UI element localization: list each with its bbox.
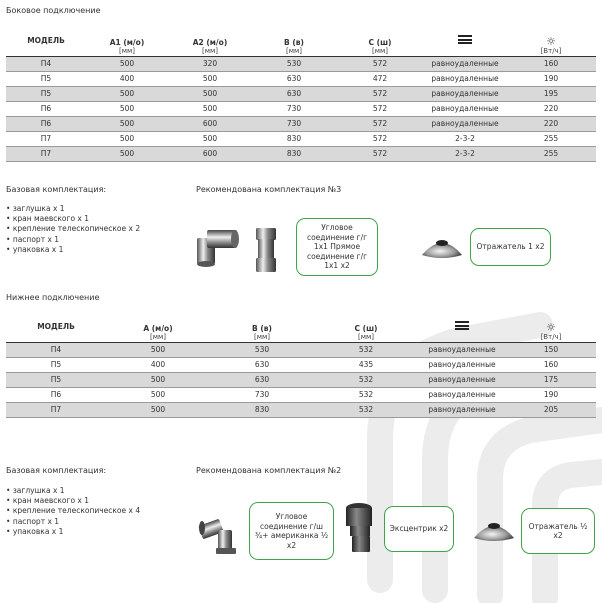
bottom-kit-title: Базовая комплектация: [6, 466, 107, 475]
reflector-image [420, 235, 464, 259]
bottom-callout-eccentric: Эксцентрик х2 [384, 506, 454, 552]
table-cell: 830 [252, 131, 336, 146]
table-cell: 600 [168, 146, 252, 161]
table-cell: 255 [506, 131, 596, 146]
table-cell: равноудаленные [424, 71, 506, 86]
list-item: • упаковка х 1 [6, 245, 140, 255]
bottom-callout-reflector: Отражатель ½ х2 [521, 508, 595, 554]
table-cell: 730 [210, 387, 314, 402]
table-cell: П5 [6, 372, 106, 387]
table-cell: 530 [210, 342, 314, 357]
table-cell: 572 [336, 86, 424, 101]
bottom-kit-list [6, 486, 140, 537]
table-cell: П5 [6, 357, 106, 372]
header-a: A (м/о) [мм] [106, 312, 210, 342]
menu-lines-icon [458, 34, 472, 46]
table-cell: 572 [336, 101, 424, 116]
list-item: • крепление телескопическое х 4 [6, 506, 140, 516]
table-cell: 830 [210, 402, 314, 417]
table-cell: 160 [506, 56, 596, 71]
side-callout-connection: Угловое соединение г/г 1х1 Прямое соединение г/г 1х1 х2 [296, 218, 378, 276]
table-cell: 220 [506, 101, 596, 116]
table-row [6, 146, 596, 161]
table-cell: 205 [506, 402, 596, 417]
table-cell: П5 [6, 71, 86, 86]
list-item: • паспорт х 1 [6, 235, 140, 245]
table-cell: 532 [314, 342, 418, 357]
table-cell: 160 [506, 357, 596, 372]
table-cell: 730 [252, 101, 336, 116]
bottom-spec-table [6, 312, 596, 418]
table-cell: равноудаленные [418, 342, 506, 357]
table-cell: 600 [168, 116, 252, 131]
table-cell: равноудаленные [424, 101, 506, 116]
side-kit-title: Базовая комплектация: [6, 185, 107, 194]
bottom-callout-connection: Угловое соединение г/ш ¾+ американка ½ х2 [249, 502, 334, 560]
side-kit-list [6, 204, 140, 255]
side-rec-title: Рекомендована комплектация №3 [196, 185, 342, 194]
table-cell: П4 [6, 342, 106, 357]
list-item: • крепление телескопическое х 2 [6, 224, 140, 234]
header-a2: A2 (м/о) [мм] [168, 26, 252, 56]
table-cell: 500 [86, 101, 168, 116]
table-cell: 532 [314, 402, 418, 417]
table-cell: 500 [168, 71, 252, 86]
table-cell: П7 [6, 402, 106, 417]
table-cell: 500 [86, 56, 168, 71]
bottom-rec-title: Рекомендована комплектация №2 [196, 466, 342, 475]
table-cell: 500 [106, 342, 210, 357]
sun-icon: ☼ [546, 34, 556, 48]
table-cell: П4 [6, 56, 86, 71]
list-item: • паспорт х 1 [6, 517, 140, 527]
list-item: • кран маевского х 1 [6, 214, 140, 224]
table-cell: 500 [86, 146, 168, 161]
header-scheme [418, 312, 506, 342]
sun-icon: ☼ [546, 320, 556, 334]
table-cell: 630 [252, 86, 336, 101]
table-cell: 530 [252, 56, 336, 71]
table-cell: П5 [6, 86, 86, 101]
header-power: ☼ [Вт/ч] [506, 26, 596, 56]
table-row [6, 372, 596, 387]
angle-fitting-image [193, 224, 241, 268]
reflector-half-image [472, 518, 516, 542]
table-cell: 500 [106, 372, 210, 387]
table-row [6, 86, 596, 101]
menu-lines-icon [455, 320, 469, 332]
table-cell: П6 [6, 387, 106, 402]
bottom-section-title: Нижнее подключение [6, 293, 100, 302]
table-row [6, 342, 596, 357]
table-cell: П6 [6, 101, 86, 116]
table-cell: 572 [336, 146, 424, 161]
table-cell: П6 [6, 116, 86, 131]
table-cell: 195 [506, 86, 596, 101]
table-cell: 500 [86, 116, 168, 131]
table-cell: 500 [168, 131, 252, 146]
table-cell: 2-3-2 [424, 131, 506, 146]
table-row [6, 387, 596, 402]
table-cell: 572 [336, 131, 424, 146]
table-row [6, 101, 596, 116]
table-cell: 500 [168, 86, 252, 101]
list-item: • кран маевского х 1 [6, 496, 140, 506]
table-cell: 572 [336, 56, 424, 71]
table-cell: 572 [336, 116, 424, 131]
table-row [6, 402, 596, 417]
header-a1: A1 (м/о) [мм] [86, 26, 168, 56]
header-model: МОДЕЛЬ [6, 26, 86, 56]
table-cell: 320 [168, 56, 252, 71]
table-cell: 255 [506, 146, 596, 161]
header-scheme [424, 26, 506, 56]
table-row [6, 116, 596, 131]
table-cell: 630 [210, 357, 314, 372]
table-cell: 500 [106, 387, 210, 402]
table-cell: равноудаленные [418, 372, 506, 387]
list-item: • заглушка х 1 [6, 204, 140, 214]
header-c: C (ш) [мм] [336, 26, 424, 56]
table-cell: 190 [506, 387, 596, 402]
table-cell: 500 [106, 402, 210, 417]
table-cell: равноудаленные [418, 357, 506, 372]
table-cell: 2-3-2 [424, 146, 506, 161]
header-model: МОДЕЛЬ [6, 312, 106, 342]
table-cell: П7 [6, 146, 86, 161]
table-cell: 730 [252, 116, 336, 131]
table-cell: 532 [314, 387, 418, 402]
table-cell: 500 [86, 86, 168, 101]
table-cell: 400 [86, 71, 168, 86]
table-cell: равноудаленные [424, 86, 506, 101]
table-cell: 630 [252, 71, 336, 86]
list-item: • упаковка х 1 [6, 527, 140, 537]
table-cell: равноудаленные [418, 402, 506, 417]
table-row [6, 71, 596, 86]
header-b: B (в) [мм] [210, 312, 314, 342]
table-cell: равноудаленные [424, 56, 506, 71]
header-c: C (ш) [мм] [314, 312, 418, 342]
list-item: • заглушка х 1 [6, 486, 140, 496]
header-b: B (в) [мм] [252, 26, 336, 56]
table-cell: равноудаленные [418, 387, 506, 402]
table-row [6, 56, 596, 71]
eccentric-fitting-image [341, 500, 377, 554]
table-cell: 150 [506, 342, 596, 357]
table-cell: 472 [336, 71, 424, 86]
table-cell: 830 [252, 146, 336, 161]
table-cell: 175 [506, 372, 596, 387]
table-cell: 220 [506, 116, 596, 131]
table-cell: 190 [506, 71, 596, 86]
angle-american-fitting-image [196, 516, 244, 556]
table-cell: равноудаленные [424, 116, 506, 131]
side-section-title: Боковое подключение [6, 6, 101, 15]
straight-fitting-image [253, 226, 279, 274]
table-cell: 500 [168, 101, 252, 116]
side-spec-table [6, 26, 596, 162]
table-cell: 630 [210, 372, 314, 387]
table-row [6, 357, 596, 372]
table-cell: 532 [314, 372, 418, 387]
header-power: ☼ [Вт/ч] [506, 312, 596, 342]
table-cell: 435 [314, 357, 418, 372]
table-cell: П7 [6, 131, 86, 146]
side-callout-reflector: Отражатель 1 х2 [470, 228, 551, 266]
table-row [6, 131, 596, 146]
table-cell: 400 [106, 357, 210, 372]
table-cell: 500 [86, 131, 168, 146]
